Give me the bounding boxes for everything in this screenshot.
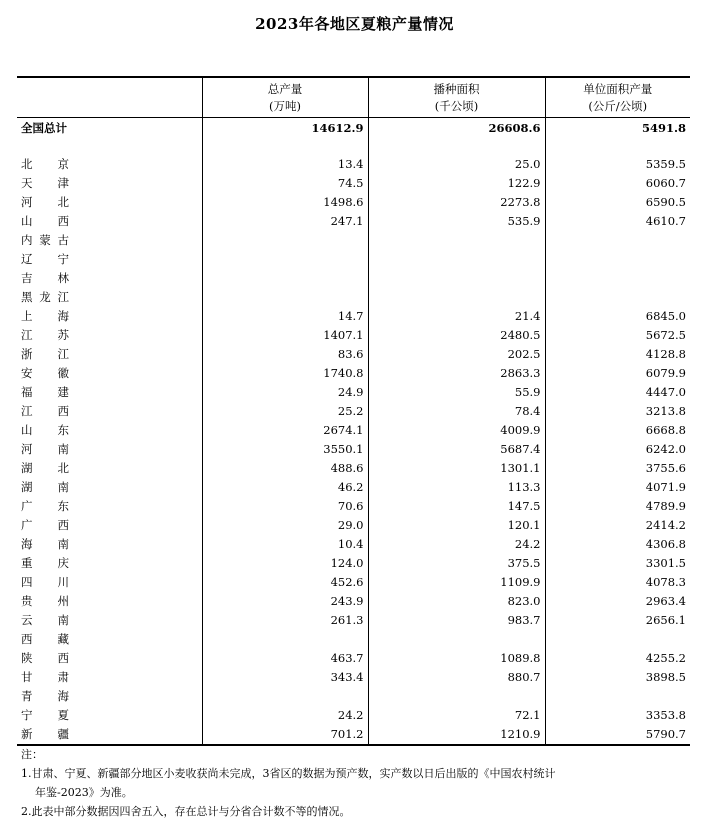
region-yield: 5672.5 (545, 326, 690, 345)
header-area-unit: (千公顷) (434, 98, 479, 113)
region-name-char: 陕 (21, 651, 33, 665)
header-output (202, 77, 368, 118)
region-name-chars (21, 478, 69, 497)
region-name-char: 广 (21, 499, 33, 513)
table-row (17, 250, 690, 269)
region-yield: 4447.0 (545, 383, 690, 402)
region-name-char: 重 (21, 556, 33, 570)
table-row (17, 630, 690, 649)
region-name-char: 苏 (57, 328, 69, 342)
region-area (368, 288, 545, 307)
region-name-char: 黑 (21, 290, 33, 304)
region-area: 2863.3 (368, 364, 545, 383)
region-output: 25.2 (202, 402, 368, 421)
region-area (368, 231, 545, 250)
region-area: 1089.8 (368, 649, 545, 668)
region-output: 24.2 (202, 706, 368, 725)
region-area: 2273.8 (368, 193, 545, 212)
region-name-chars (21, 687, 69, 706)
region-name-chars (21, 706, 69, 725)
region-name-char: 湖 (21, 480, 33, 494)
region-name (17, 611, 202, 630)
region-output: 3550.1 (202, 440, 368, 459)
table-row (17, 459, 690, 478)
header-region (17, 77, 202, 118)
total-area: 26608.6 (368, 118, 545, 139)
region-name-char: 河 (21, 195, 33, 209)
region-name-char: 浙 (21, 347, 33, 361)
region-name-chars (21, 402, 69, 421)
region-area: 1210.9 (368, 725, 545, 745)
region-output: 243.9 (202, 592, 368, 611)
table-row (17, 497, 690, 516)
region-name-chars (21, 649, 69, 668)
region-name (17, 478, 202, 497)
region-output: 463.7 (202, 649, 368, 668)
region-yield: 6060.7 (545, 174, 690, 193)
region-name (17, 421, 202, 440)
region-name-char: 甘 (21, 670, 33, 684)
region-name-char: 山 (21, 214, 33, 228)
region-name (17, 554, 202, 573)
region-area (368, 269, 545, 288)
region-yield: 4078.3 (545, 573, 690, 592)
region-area (368, 250, 545, 269)
region-output (202, 288, 368, 307)
region-area: 4009.9 (368, 421, 545, 440)
region-area: 25.0 (368, 155, 545, 174)
region-yield: 5790.7 (545, 725, 690, 745)
region-name-char: 吉 (21, 271, 33, 285)
region-area: 55.9 (368, 383, 545, 402)
region-name-char: 北 (21, 157, 33, 171)
region-name-chars (21, 269, 69, 288)
region-area: 202.5 (368, 345, 545, 364)
region-name-char: 南 (57, 613, 69, 627)
region-yield: 3301.5 (545, 554, 690, 573)
region-yield: 2963.4 (545, 592, 690, 611)
region-name (17, 326, 202, 345)
region-yield: 3213.8 (545, 402, 690, 421)
region-output: 1498.6 (202, 193, 368, 212)
table-row (17, 193, 690, 212)
region-name-chars (21, 497, 69, 516)
region-area: 21.4 (368, 307, 545, 326)
table-row (17, 440, 690, 459)
table-row (17, 592, 690, 611)
region-output: 2674.1 (202, 421, 368, 440)
region-name-char: 蒙 (39, 233, 51, 247)
region-name-char: 西 (57, 518, 69, 532)
region-output: 83.6 (202, 345, 368, 364)
region-name-char: 安 (21, 366, 33, 380)
region-area: 983.7 (368, 611, 545, 630)
region-name-char: 州 (57, 594, 69, 608)
table-row (17, 668, 690, 687)
region-name-char: 辽 (21, 252, 33, 266)
header-area-name: 播种面积 (433, 81, 480, 96)
region-output: 247.1 (202, 212, 368, 231)
region-name (17, 535, 202, 554)
region-yield (545, 288, 690, 307)
table-row (17, 307, 690, 326)
region-output (202, 231, 368, 250)
region-name-chars (21, 383, 69, 402)
region-yield: 4255.2 (545, 649, 690, 668)
region-name-chars (21, 288, 69, 307)
region-name-chars (21, 345, 69, 364)
region-name-char: 宁 (57, 252, 69, 266)
region-name (17, 345, 202, 364)
page-title: 2023年各地区夏粮产量情况 (255, 15, 454, 33)
region-yield: 6845.0 (545, 307, 690, 326)
region-name (17, 307, 202, 326)
region-name (17, 497, 202, 516)
region-name-char: 东 (57, 423, 69, 437)
region-name-char: 津 (57, 176, 69, 190)
region-area (368, 687, 545, 706)
region-name-chars (21, 440, 69, 459)
region-area: 147.5 (368, 497, 545, 516)
region-name-char: 宁 (21, 708, 33, 722)
spacer-cell (17, 138, 202, 155)
table-row (17, 288, 690, 307)
table-row (17, 421, 690, 440)
region-name (17, 269, 202, 288)
region-name-char: 河 (21, 442, 33, 456)
header-yield-name: 单位面积产量 (583, 81, 653, 96)
region-yield: 2414.2 (545, 516, 690, 535)
region-yield: 3755.6 (545, 459, 690, 478)
region-name-chars (21, 516, 69, 535)
region-name (17, 592, 202, 611)
header-row (17, 77, 690, 118)
spacer-cell (545, 138, 690, 155)
region-name-chars (21, 725, 69, 744)
note-1-continued: 年鉴-2023》为准。 (35, 786, 133, 799)
region-name (17, 250, 202, 269)
region-name-char: 西 (21, 632, 33, 646)
region-name-char: 福 (21, 385, 33, 399)
region-name-char: 广 (21, 518, 33, 532)
region-area: 72.1 (368, 706, 545, 725)
region-name (17, 193, 202, 212)
region-output: 488.6 (202, 459, 368, 478)
region-name (17, 459, 202, 478)
region-area: 535.9 (368, 212, 545, 231)
region-name-char: 新 (21, 727, 33, 741)
region-name-char: 山 (21, 423, 33, 437)
region-yield (545, 231, 690, 250)
table-row (17, 212, 690, 231)
region-name-char: 云 (21, 613, 33, 627)
total-label: 全国总计 (21, 120, 67, 135)
notes-label: 注： (21, 748, 43, 761)
region-yield: 3353.8 (545, 706, 690, 725)
region-name (17, 725, 202, 745)
region-name-chars (21, 364, 69, 383)
region-yield: 4610.7 (545, 212, 690, 231)
region-name-chars (21, 459, 69, 478)
region-name (17, 687, 202, 706)
table-row (17, 611, 690, 630)
table-row (17, 231, 690, 250)
region-name-char: 青 (21, 689, 33, 703)
region-area: 1109.9 (368, 573, 545, 592)
region-yield: 4128.8 (545, 345, 690, 364)
region-name-chars (21, 535, 69, 554)
region-name-chars (21, 611, 69, 630)
region-name-chars (21, 326, 69, 345)
region-area: 375.5 (368, 554, 545, 573)
region-output: 10.4 (202, 535, 368, 554)
region-output: 343.4 (202, 668, 368, 687)
region-name (17, 212, 202, 231)
region-output: 1740.8 (202, 364, 368, 383)
region-area: 880.7 (368, 668, 545, 687)
spacer-cell (368, 138, 545, 155)
region-name-chars (21, 155, 69, 174)
region-name-chars (21, 307, 69, 326)
region-output: 24.9 (202, 383, 368, 402)
region-output (202, 250, 368, 269)
region-name-char: 古 (57, 233, 69, 247)
region-yield: 4071.9 (545, 478, 690, 497)
region-yield: 6668.8 (545, 421, 690, 440)
region-name (17, 383, 202, 402)
region-name-char: 内 (21, 233, 33, 247)
region-name-char: 江 (57, 347, 69, 361)
summer-grain-table (17, 76, 690, 746)
table-row (17, 364, 690, 383)
total-yield: 5491.8 (545, 118, 690, 139)
spacer-row (17, 138, 690, 155)
region-output (202, 269, 368, 288)
table-row (17, 345, 690, 364)
region-area: 120.1 (368, 516, 545, 535)
region-name-char: 肃 (57, 670, 69, 684)
region-name-chars (21, 668, 69, 687)
region-output: 29.0 (202, 516, 368, 535)
region-name-chars (21, 592, 69, 611)
region-name (17, 706, 202, 725)
region-name-char: 天 (21, 176, 33, 190)
region-yield: 3898.5 (545, 668, 690, 687)
region-name-chars (21, 231, 69, 250)
header-output-unit: (万吨) (269, 98, 301, 113)
header-output-name: 总产量 (267, 81, 303, 96)
region-name-chars (21, 250, 69, 269)
region-name-char: 海 (57, 689, 69, 703)
region-name (17, 630, 202, 649)
table-row (17, 269, 690, 288)
region-name-chars (21, 193, 69, 212)
region-output: 701.2 (202, 725, 368, 745)
table-row (17, 516, 690, 535)
region-name-char: 东 (57, 499, 69, 513)
region-name-char: 西 (57, 404, 69, 418)
region-name-char: 江 (21, 404, 33, 418)
region-yield (545, 269, 690, 288)
table-row (17, 478, 690, 497)
table-row (17, 535, 690, 554)
region-name-chars (21, 573, 69, 592)
region-name-char: 南 (57, 480, 69, 494)
region-name-char: 江 (21, 328, 33, 342)
region-name (17, 231, 202, 250)
region-name-char: 川 (57, 575, 69, 589)
region-name-char: 西 (57, 651, 69, 665)
region-output: 452.6 (202, 573, 368, 592)
header-yield (545, 77, 690, 118)
region-name-char: 四 (21, 575, 33, 589)
region-area: 2480.5 (368, 326, 545, 345)
region-name-char: 上 (21, 309, 33, 323)
region-name-char: 建 (57, 385, 69, 399)
region-name-char: 北 (57, 461, 69, 475)
region-yield: 6590.5 (545, 193, 690, 212)
region-area: 122.9 (368, 174, 545, 193)
region-yield: 6079.9 (545, 364, 690, 383)
table-row (17, 706, 690, 725)
table-row (17, 326, 690, 345)
region-name-char: 藏 (57, 632, 69, 646)
region-name-char: 贵 (21, 594, 33, 608)
region-area: 823.0 (368, 592, 545, 611)
region-name-char: 南 (57, 442, 69, 456)
total-row (17, 118, 690, 139)
region-name-chars (21, 212, 69, 231)
region-area: 78.4 (368, 402, 545, 421)
region-output: 74.5 (202, 174, 368, 193)
table-row (17, 554, 690, 573)
region-output: 1407.1 (202, 326, 368, 345)
region-output (202, 687, 368, 706)
table-row (17, 155, 690, 174)
region-name (17, 155, 202, 174)
region-output: 13.4 (202, 155, 368, 174)
region-area: 1301.1 (368, 459, 545, 478)
region-name-char: 江 (57, 290, 69, 304)
region-yield (545, 630, 690, 649)
region-name-char: 南 (57, 537, 69, 551)
region-name (17, 668, 202, 687)
region-yield: 2656.1 (545, 611, 690, 630)
table-row (17, 649, 690, 668)
region-yield (545, 250, 690, 269)
total-output: 14612.9 (202, 118, 368, 139)
region-name (17, 573, 202, 592)
region-name-char: 龙 (39, 290, 51, 304)
header-area (368, 77, 545, 118)
table-row (17, 725, 690, 745)
region-name-chars (21, 174, 69, 193)
header-yield-unit: (公斤/公顷) (588, 98, 648, 113)
region-output: 261.3 (202, 611, 368, 630)
region-area: 24.2 (368, 535, 545, 554)
region-name-char: 京 (57, 157, 69, 171)
table-row (17, 573, 690, 592)
region-output: 46.2 (202, 478, 368, 497)
region-name-char: 西 (57, 214, 69, 228)
region-name-char: 徽 (57, 366, 69, 380)
region-name (17, 402, 202, 421)
region-yield: 5359.5 (545, 155, 690, 174)
table-row (17, 402, 690, 421)
region-name-char: 海 (21, 537, 33, 551)
region-area: 5687.4 (368, 440, 545, 459)
region-name-char: 北 (57, 195, 69, 209)
region-output: 124.0 (202, 554, 368, 573)
region-name (17, 649, 202, 668)
region-output: 14.7 (202, 307, 368, 326)
note-2: 2.此表中部分数据因四舍五入，存在总计与分省合计数不等的情况。 (21, 805, 351, 818)
region-name (17, 288, 202, 307)
region-name-char: 林 (57, 271, 69, 285)
region-name-char: 庆 (57, 556, 69, 570)
region-output (202, 630, 368, 649)
region-name-char: 湖 (21, 461, 33, 475)
table-row (17, 687, 690, 706)
region-yield (545, 687, 690, 706)
region-name (17, 174, 202, 193)
region-yield: 6242.0 (545, 440, 690, 459)
region-name (17, 440, 202, 459)
region-name-chars (21, 554, 69, 573)
region-name (17, 364, 202, 383)
region-name (17, 516, 202, 535)
region-name-char: 夏 (57, 708, 69, 722)
region-name-char: 疆 (57, 727, 69, 741)
region-yield: 4306.8 (545, 535, 690, 554)
region-yield: 4789.9 (545, 497, 690, 516)
region-area (368, 630, 545, 649)
spacer-cell (202, 138, 368, 155)
table-row (17, 383, 690, 402)
region-output: 70.6 (202, 497, 368, 516)
notes (21, 745, 701, 821)
note-1: 1.甘肃、宁夏、新疆部分地区小麦收获尚未完成，3省区的数据为预产数，实产数以日后出版的《中国农村统计 (21, 767, 556, 780)
region-name-chars (21, 421, 69, 440)
region-name-char: 海 (57, 309, 69, 323)
region-name-chars (21, 630, 69, 649)
table-row (17, 174, 690, 193)
region-area: 113.3 (368, 478, 545, 497)
